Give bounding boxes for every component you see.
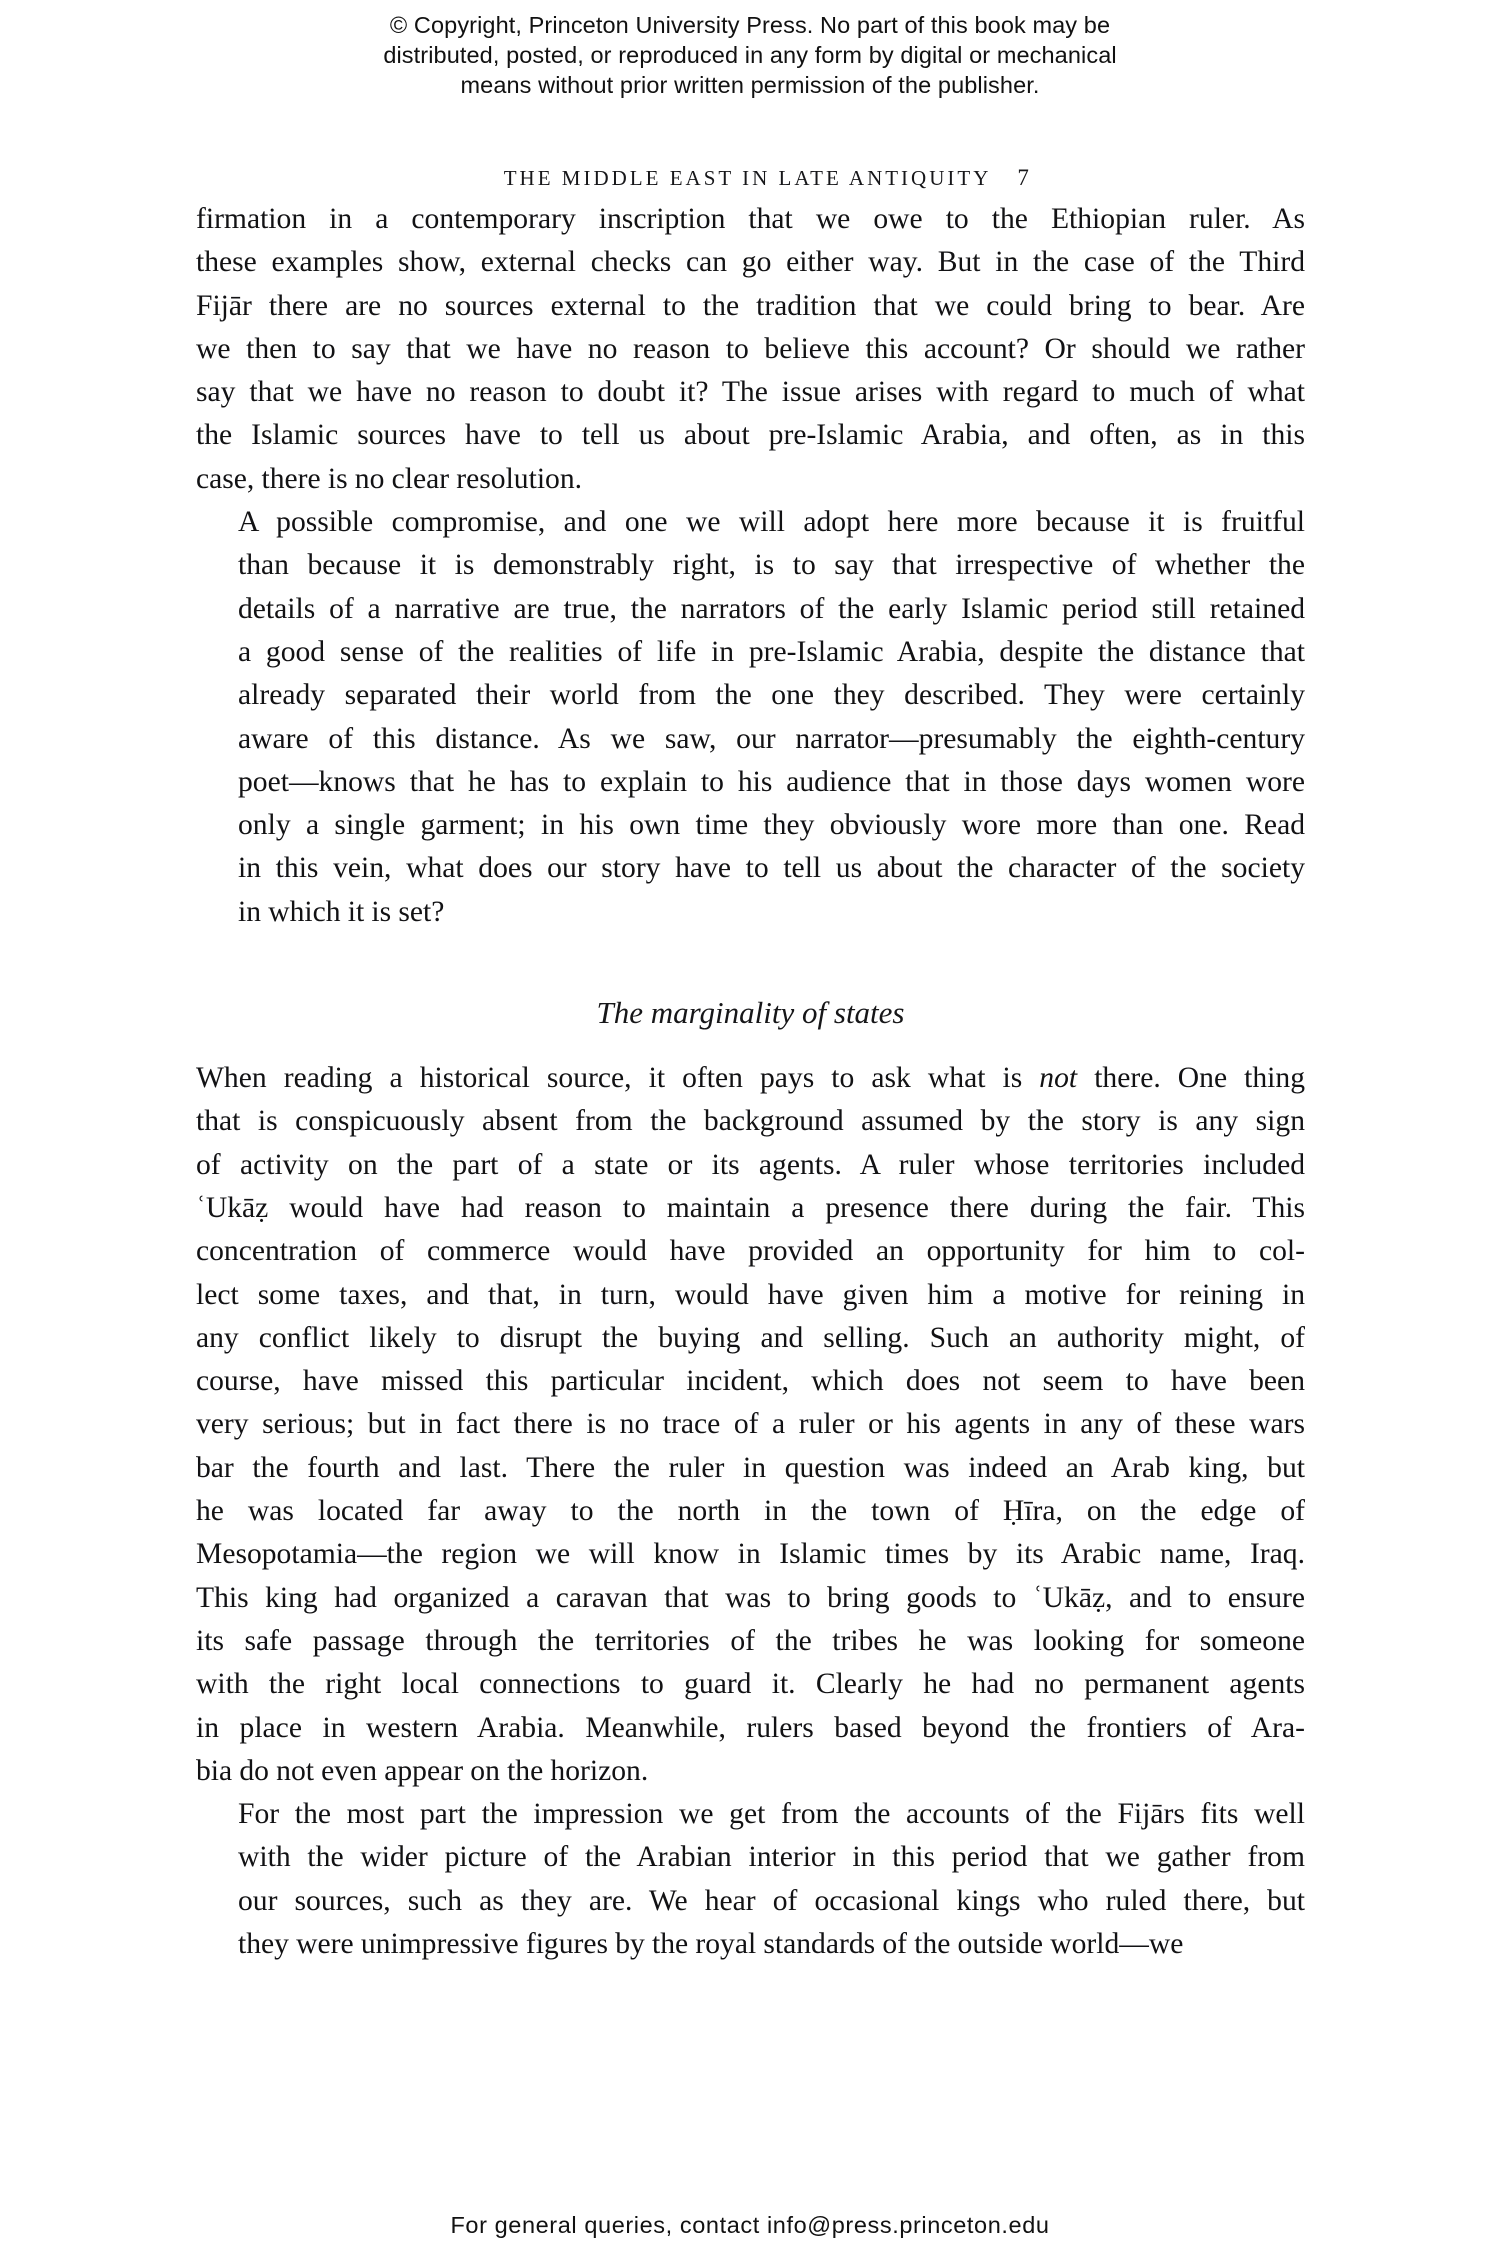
text-line: that is conspicuously absent from the background assumed by the story is any sign xyxy=(196,1105,1305,1138)
text-line: details of a narrative are true, the narrators of the early Islamic period still retained xyxy=(238,592,1305,625)
copyright-line-1: © Copyright, Princeton University Press. No part of this book may be xyxy=(389,12,1111,38)
text-line: in place in western Arabia. Meanwhile, rulers based beyond the frontiers of Ara- xyxy=(196,1711,1305,1744)
text-block xyxy=(196,198,1305,1966)
text-line: they were unimpressive figures by the royal standards of the outside world—we xyxy=(238,1927,1184,1960)
running-head-title: THE MIDDLE EAST IN LATE ANTIQUITY xyxy=(503,166,992,190)
text-line: bia do not even appear on the horizon. xyxy=(196,1754,649,1787)
text-line: any conflict likely to disrupt the buying and selling. Such an authority might, of xyxy=(196,1321,1305,1354)
paragraph-continued xyxy=(196,198,1305,501)
text-line: he was located far away to the north in the town of Ḥīra, on the edge of xyxy=(196,1495,1305,1528)
paragraph-marginality xyxy=(196,1057,1305,1793)
text-line: than because it is demonstrably right, is to say that irrespective of whether the xyxy=(238,549,1305,582)
text-line: very serious; but in fact there is no trace of a ruler or his agents in any of these wars xyxy=(196,1408,1305,1441)
text-line: A possible compromise, and one we will adopt here more because it is fruitful xyxy=(238,506,1305,539)
page-number: 7 xyxy=(1017,165,1029,190)
text-line: This king had organized a caravan that was to bring goods to ʿUkāẓ, and to ensure xyxy=(196,1581,1305,1614)
text-line: bar the fourth and last. There the ruler in question was indeed an Arab king, but xyxy=(196,1451,1305,1484)
text-line: For the most part the impression we get from the accounts of the Fijārs fits well xyxy=(238,1798,1305,1831)
text-line: say that we have no reason to doubt it? The issue arises with regard to much of what xyxy=(196,376,1305,409)
text-line: already separated their world from the one they described. They were certainly xyxy=(238,679,1305,712)
paragraph-compromise xyxy=(196,501,1305,934)
text-line: firmation in a contemporary inscription that we owe to the Ethiopian ruler. As xyxy=(196,203,1305,235)
text-line: aware of this distance. As we saw, our narrator—presumably the eighth-century xyxy=(238,722,1305,755)
text-line: in which it is set? xyxy=(238,895,445,928)
text-line: we then to say that we have no reason to believe this account? Or should we rather xyxy=(196,332,1305,365)
text-line: in this vein, what does our story have to tell us about the character of the society xyxy=(238,852,1305,885)
text-line: only a single garment; in his own time they obviously wore more than one. Read xyxy=(238,809,1305,842)
section-heading: The marginality of states xyxy=(596,995,905,1031)
text-line: When reading a historical source, it often pays to ask what is not there. One thing xyxy=(196,1062,1305,1095)
text-line: with the right local connections to guard it. Clearly he had no permanent agents xyxy=(196,1668,1305,1701)
text-line: with the wider picture of the Arabian interior in this period that we gather from xyxy=(238,1841,1305,1874)
text-line: of activity on the part of a state or its agents. A ruler whose territories included xyxy=(196,1148,1305,1181)
text-line: lect some taxes, and that, in turn, would have given him a motive for reining in xyxy=(196,1278,1305,1311)
paragraph-fijars xyxy=(196,1793,1305,1966)
emphasis: not xyxy=(1039,1062,1078,1095)
text-line: these examples show, external checks can go either way. But in the case of the Third xyxy=(196,246,1305,279)
text-line: case, there is no clear resolution. xyxy=(196,462,583,495)
text-line: poet—knows that he has to explain to his audience that in those days women wore xyxy=(238,765,1305,798)
text-line: its safe passage through the territories of the tribes he was looking for someone xyxy=(196,1624,1305,1657)
text-line: course, have missed this particular incident, which does not seem to have been xyxy=(196,1365,1305,1398)
text-line: concentration of commerce would have provided an opportunity for him to col- xyxy=(196,1235,1305,1268)
text-line: a good sense of the realities of life in pre-Islamic Arabia, despite the distance that xyxy=(238,635,1305,668)
copyright-line-2: distributed, posted, or reproduced in any form by digital or mechanical xyxy=(383,42,1117,68)
text-line: Fijār there are no sources external to the tradition that we could bring to bear. Are xyxy=(196,289,1305,322)
footer-note: For general queries, contact info@press.princeton.edu xyxy=(450,2212,1050,2238)
text-line: Mesopotamia—the region we will know in Islamic times by its Arabic name, Iraq. xyxy=(196,1538,1305,1571)
copyright-line-3: means without prior written permission of the publisher. xyxy=(460,72,1040,98)
text-line: the Islamic sources have to tell us about pre-Islamic Arabia, and often, as in this xyxy=(196,419,1305,452)
text-line: ʿUkāẓ would have had reason to maintain a presence there during the fair. This xyxy=(196,1191,1305,1224)
text-line: our sources, such as they are. We hear of occasional kings who ruled there, but xyxy=(238,1884,1305,1917)
copyright-notice xyxy=(0,10,1500,100)
